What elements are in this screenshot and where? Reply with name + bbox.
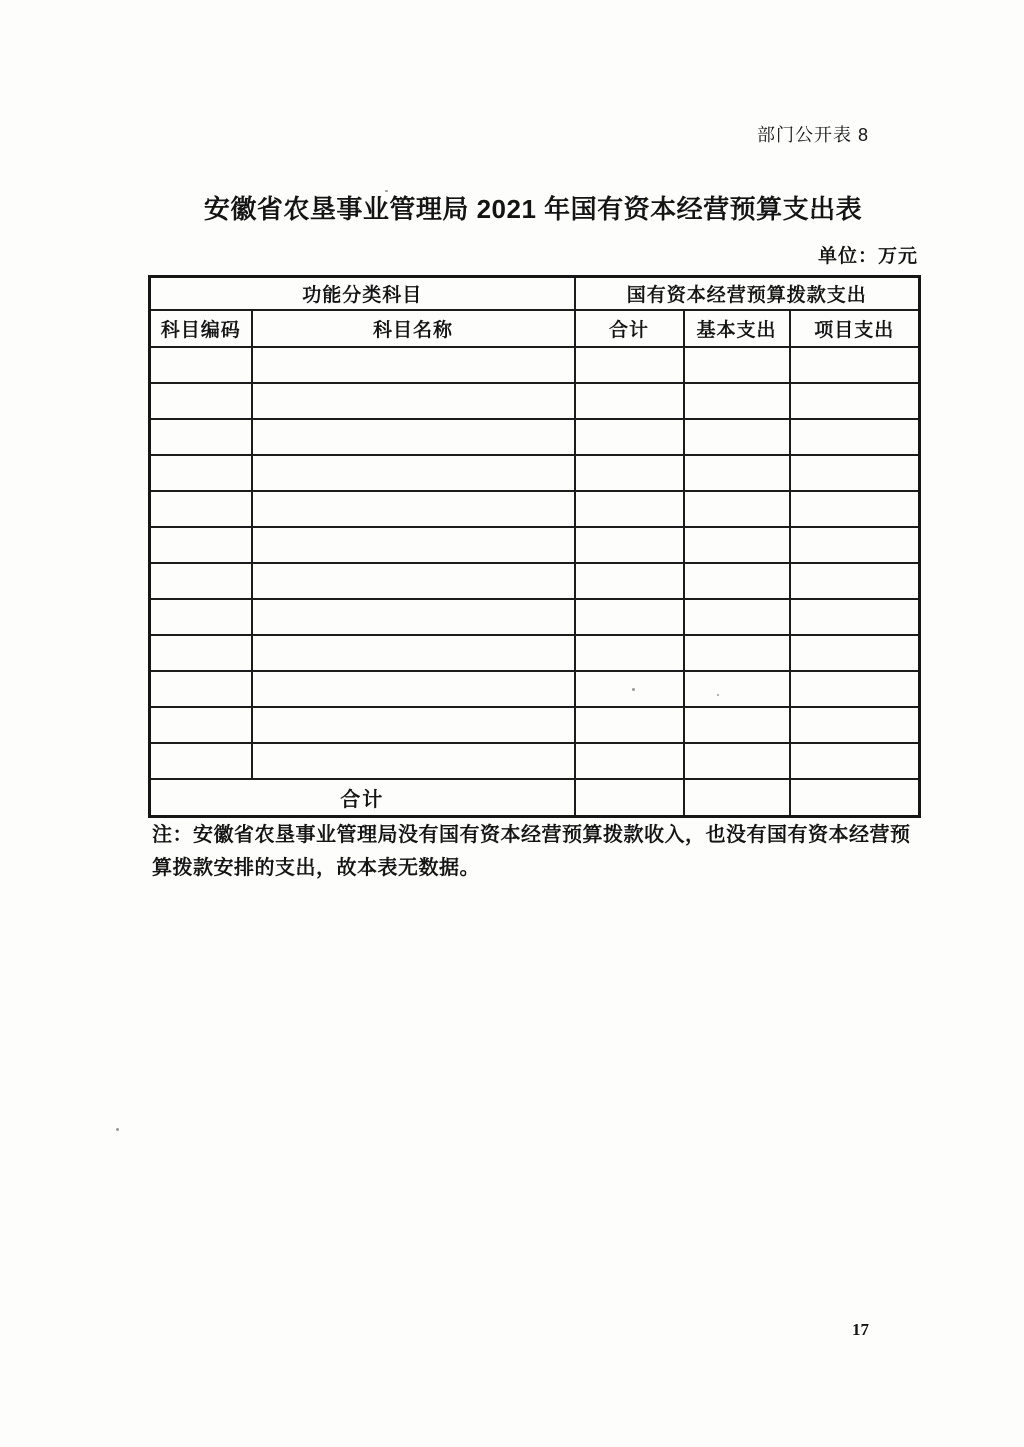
table-cell xyxy=(150,383,252,419)
table-cell xyxy=(150,599,252,635)
col-header-total: 合计 xyxy=(575,310,684,347)
table-cell xyxy=(684,599,790,635)
col-header-subject-code: 科目编码 xyxy=(150,310,252,347)
table-cell xyxy=(575,527,684,563)
col-header-project-expenditure: 项目支出 xyxy=(790,310,920,347)
table-cell xyxy=(684,491,790,527)
table-row xyxy=(150,419,920,455)
table-cell xyxy=(252,635,575,671)
table-cell xyxy=(252,527,575,563)
table-cell xyxy=(790,563,920,599)
table-cell xyxy=(252,671,575,707)
total-cell-total xyxy=(575,779,684,817)
col-header-subject-name: 科目名称 xyxy=(252,310,575,347)
table-cell xyxy=(790,455,920,491)
table-cell xyxy=(790,671,920,707)
table-row xyxy=(150,527,920,563)
table-cell xyxy=(684,383,790,419)
table-cell xyxy=(150,419,252,455)
table-cell xyxy=(575,671,684,707)
table-cell xyxy=(790,743,920,779)
table-row xyxy=(150,743,920,779)
table-row xyxy=(150,671,920,707)
table-row xyxy=(150,599,920,635)
table-cell xyxy=(575,419,684,455)
header-group-function-subjects: 功能分类科目 xyxy=(150,277,575,311)
scan-speck xyxy=(116,1128,119,1131)
table-cell xyxy=(150,707,252,743)
table-row xyxy=(150,563,920,599)
table-cell xyxy=(575,383,684,419)
table-cell xyxy=(252,491,575,527)
table-cell xyxy=(150,527,252,563)
table-cell xyxy=(150,347,252,383)
table-cell xyxy=(684,419,790,455)
table-cell xyxy=(790,491,920,527)
table-cell xyxy=(252,743,575,779)
doc-label: 部门公开表 8 xyxy=(757,125,870,145)
table-cell xyxy=(150,491,252,527)
table-cell xyxy=(684,635,790,671)
scan-speck xyxy=(717,694,719,696)
note-line-1: 注：安徽省农垦事业管理局没有国有资本经营预算拨款收入，也没有国有资本经营预 xyxy=(152,824,911,846)
table-cell xyxy=(790,707,920,743)
note-line-2: 算拨款安排的支出，故本表无数据。 xyxy=(152,857,480,879)
page-number: 17 xyxy=(852,1320,869,1339)
table-cell xyxy=(575,635,684,671)
table-cell xyxy=(150,671,252,707)
table-cell xyxy=(252,383,575,419)
table-cell xyxy=(252,419,575,455)
note xyxy=(152,819,942,885)
total-row xyxy=(150,779,920,817)
table-cell xyxy=(575,563,684,599)
total-row-label: 合计 xyxy=(150,779,575,817)
table-cell xyxy=(150,455,252,491)
table-cell xyxy=(575,347,684,383)
table-body xyxy=(150,347,920,779)
col-header-basic-expenditure: 基本支出 xyxy=(684,310,790,347)
budget-table xyxy=(148,275,921,818)
table-row xyxy=(150,707,920,743)
table-cell xyxy=(684,563,790,599)
table-cell xyxy=(684,743,790,779)
total-cell-basic xyxy=(684,779,790,817)
table-cell xyxy=(684,671,790,707)
table-cell xyxy=(575,455,684,491)
table-cell xyxy=(150,635,252,671)
table-cell xyxy=(790,347,920,383)
scan-speck xyxy=(385,190,388,192)
unit-label: 单位：万元 xyxy=(817,246,918,267)
total-cell-project xyxy=(790,779,920,817)
scan-speck xyxy=(632,688,635,691)
table-cell xyxy=(252,707,575,743)
table-row xyxy=(150,455,920,491)
table-row xyxy=(150,491,920,527)
table-row xyxy=(150,635,920,671)
table-cell xyxy=(684,707,790,743)
table-cell xyxy=(150,563,252,599)
table-row xyxy=(150,347,920,383)
header-group-budget-expenditure: 国有资本经营预算拨款支出 xyxy=(575,277,920,311)
table-row xyxy=(150,383,920,419)
table-cell xyxy=(790,635,920,671)
table-cell xyxy=(790,383,920,419)
table-cell xyxy=(252,347,575,383)
table-cell xyxy=(150,743,252,779)
table-cell xyxy=(575,743,684,779)
table-cell xyxy=(252,455,575,491)
table-cell xyxy=(790,599,920,635)
table-cell xyxy=(252,563,575,599)
table-cell xyxy=(790,527,920,563)
page-title: 安徽省农垦事业管理局 2021 年国有资本经营预算支出表 xyxy=(203,194,863,224)
table-column-header-row xyxy=(150,310,920,347)
table-cell xyxy=(575,491,684,527)
table-cell xyxy=(684,455,790,491)
table-cell xyxy=(575,599,684,635)
table-header-group-row xyxy=(150,277,920,311)
table-cell xyxy=(684,347,790,383)
table-cell xyxy=(575,707,684,743)
table-cell xyxy=(252,599,575,635)
table-cell xyxy=(684,527,790,563)
table-cell xyxy=(790,419,920,455)
